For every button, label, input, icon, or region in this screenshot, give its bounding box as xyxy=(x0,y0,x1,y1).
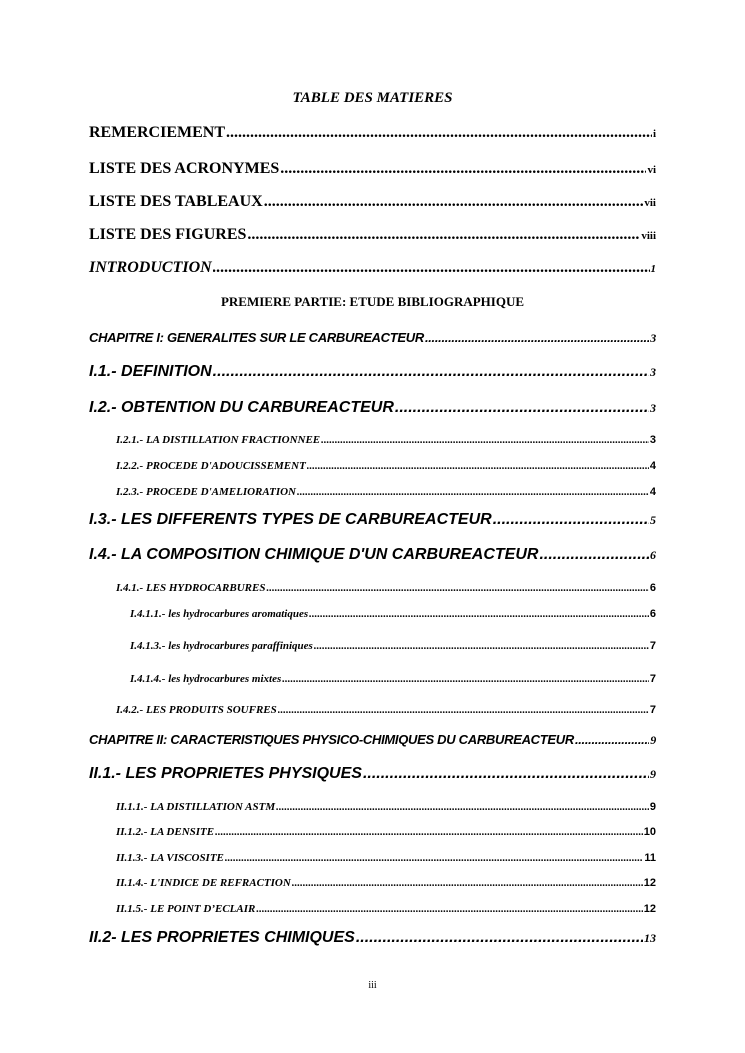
toc-label: I.4.1.1.- les hydrocarbures aromatiques xyxy=(130,608,309,620)
toc-entry-introduction[interactable] xyxy=(89,259,656,277)
toc-page: 3 xyxy=(650,401,656,415)
toc-label: CHAPITRE II: CARACTERISTIQUES PHYSICO-CHIMIQUES DU CARBUREACTEUR xyxy=(89,732,574,747)
toc-label: CHAPITRE I: GENERALITES SUR LE CARBUREACTEUR xyxy=(89,330,424,345)
toc-entry-densite[interactable] xyxy=(116,826,656,838)
toc-entry-viscosite[interactable] xyxy=(116,852,656,864)
toc-label: LISTE DES TABLEAUX xyxy=(89,193,263,210)
toc-entry-distillation-astm[interactable] xyxy=(116,801,656,813)
toc-leader xyxy=(309,608,649,620)
toc-leader xyxy=(278,704,649,716)
page-title: TABLE DES MATIERES xyxy=(292,90,453,106)
toc-leader xyxy=(314,640,649,652)
toc-entry-proprietes-chimiques[interactable] xyxy=(89,929,656,947)
toc-page: 7 xyxy=(649,704,656,716)
toc-page: 7 xyxy=(649,640,656,652)
toc-leader xyxy=(276,801,649,813)
toc-leader xyxy=(395,399,649,417)
toc-leader xyxy=(226,124,652,142)
toc-label: II.1.- LES PROPRIETES PHYSIQUES xyxy=(89,765,362,782)
toc-leader xyxy=(297,486,649,498)
toc-leader xyxy=(363,765,649,783)
toc-page: 5 xyxy=(650,513,656,527)
toc-entry-obtention[interactable] xyxy=(89,399,656,417)
toc-leader xyxy=(280,160,646,178)
toc-label: I.4.2.- LES PRODUITS SOUFRES xyxy=(116,704,277,716)
toc-label: II.2- LES PROPRIETES CHIMIQUES xyxy=(89,929,355,946)
toc-entry-refraction[interactable] xyxy=(116,877,656,889)
toc-label: II.1.5.- LE POINT D’ECLAIR xyxy=(116,903,256,915)
toc-label: I.2.1.- LA DISTILLATION FRACTIONNEE xyxy=(116,434,321,446)
toc-entry-remerciement[interactable] xyxy=(89,124,656,142)
toc-leader xyxy=(213,259,650,277)
toc-page: 3 xyxy=(650,365,656,379)
toc-label: I.4.1.4.- les hydrocarbures mixtes xyxy=(130,673,282,685)
toc-page: 3 xyxy=(650,331,656,345)
toc-page: 9 xyxy=(649,801,656,813)
toc-entry-proprietes-physiques[interactable] xyxy=(89,765,656,783)
toc-leader xyxy=(264,193,644,211)
toc-label: II.1.2.- LA DENSITE xyxy=(116,826,215,838)
toc-entry-paraffiniques[interactable] xyxy=(130,640,656,652)
toc-page: 6 xyxy=(649,582,656,594)
toc-leader xyxy=(213,363,649,381)
toc-page: 1 xyxy=(650,263,656,275)
toc-page: 13 xyxy=(644,931,656,945)
toc-leader xyxy=(307,460,649,472)
part-heading: PREMIERE PARTIE: ETUDE BIBLIOGRAPHIQUE xyxy=(220,294,525,309)
toc-leader xyxy=(539,546,649,564)
toc-page: 10 xyxy=(643,826,656,838)
toc-leader xyxy=(225,852,643,864)
toc-entry-chapitre-1[interactable] xyxy=(89,330,656,346)
toc-leader xyxy=(266,582,648,594)
toc-entry-composition[interactable] xyxy=(89,546,656,564)
toc-page: 4 xyxy=(649,460,656,472)
toc-leader xyxy=(493,511,649,529)
toc-page: 6 xyxy=(650,548,656,562)
toc-label: INTRODUCTION xyxy=(89,259,212,276)
toc-label: I.3.- LES DIFFERENTS TYPES DE CARBUREACTEUR xyxy=(89,511,492,528)
toc-page: vi xyxy=(647,164,656,176)
toc-entry-soufres[interactable] xyxy=(116,704,656,716)
toc-leader xyxy=(282,673,649,685)
toc-label: LISTE DES FIGURES xyxy=(89,226,247,243)
toc-leader xyxy=(425,330,649,345)
toc-leader xyxy=(215,826,643,838)
toc-page: 12 xyxy=(643,877,656,889)
toc-entry-tableaux[interactable] xyxy=(89,193,656,211)
toc-leader xyxy=(575,732,649,747)
toc-label: I.2.2.- PROCEDE D'ADOUCISSEMENT xyxy=(116,460,306,472)
toc-entry-types[interactable] xyxy=(89,511,656,529)
toc-page: 4 xyxy=(649,486,656,498)
toc-label: I.4.1.- LES HYDROCARBURES xyxy=(116,582,266,594)
toc-entry-chapitre-2[interactable] xyxy=(89,732,656,748)
toc-page: 6 xyxy=(649,608,656,620)
toc-entry-definition[interactable] xyxy=(89,363,656,381)
toc-entry-distillation-fractionnee[interactable] xyxy=(116,434,656,446)
toc-entry-aromatiques[interactable] xyxy=(130,608,656,620)
page-number: iii xyxy=(368,980,377,991)
toc-leader xyxy=(356,929,643,947)
toc-leader xyxy=(321,434,649,446)
toc-entry-acronymes[interactable] xyxy=(89,160,656,178)
toc-page: 12 xyxy=(643,903,656,915)
toc-label: II.1.3.- LA VISCOSITE xyxy=(116,852,224,864)
toc-entry-mixtes[interactable] xyxy=(130,673,656,685)
toc-entry-amelioration[interactable] xyxy=(116,486,656,498)
toc-leader xyxy=(256,903,642,915)
toc-label: REMERCIEMENT xyxy=(89,124,226,141)
toc-page: 9 xyxy=(650,733,656,747)
toc-label: II.1.1.- LA DISTILLATION ASTM xyxy=(116,801,276,813)
toc-page: 11 xyxy=(644,852,656,864)
toc-label: I.2.3.- PROCEDE D'AMELIORATION xyxy=(116,486,297,498)
toc-entry-point-eclair[interactable] xyxy=(116,903,656,915)
toc-label: LISTE DES ACRONYMES xyxy=(89,160,280,177)
toc-entry-figures[interactable] xyxy=(89,226,656,244)
toc-entry-adoucissement[interactable] xyxy=(116,460,656,472)
toc-leader xyxy=(247,226,640,244)
toc-label: I.2.- OBTENTION DU CARBUREACTEUR xyxy=(89,399,394,416)
toc-page: viii xyxy=(641,230,656,242)
toc-entry-hydrocarbures[interactable] xyxy=(116,582,656,594)
toc-page: i xyxy=(652,128,656,140)
toc-label: II.1.4.- L'INDICE DE REFRACTION xyxy=(116,877,291,889)
toc-page: vii xyxy=(644,197,656,209)
toc-page: 3 xyxy=(649,434,656,446)
toc-page: 9 xyxy=(650,767,656,781)
toc-label: I.4.1.3.- les hydrocarbures paraffiniques xyxy=(130,640,313,652)
toc-label: I.1.- DEFINITION xyxy=(89,363,212,380)
toc-page: 7 xyxy=(649,673,656,685)
toc-leader xyxy=(292,877,643,889)
toc-label: I.4.- LA COMPOSITION CHIMIQUE D'UN CARBUREACTEUR xyxy=(89,546,539,563)
